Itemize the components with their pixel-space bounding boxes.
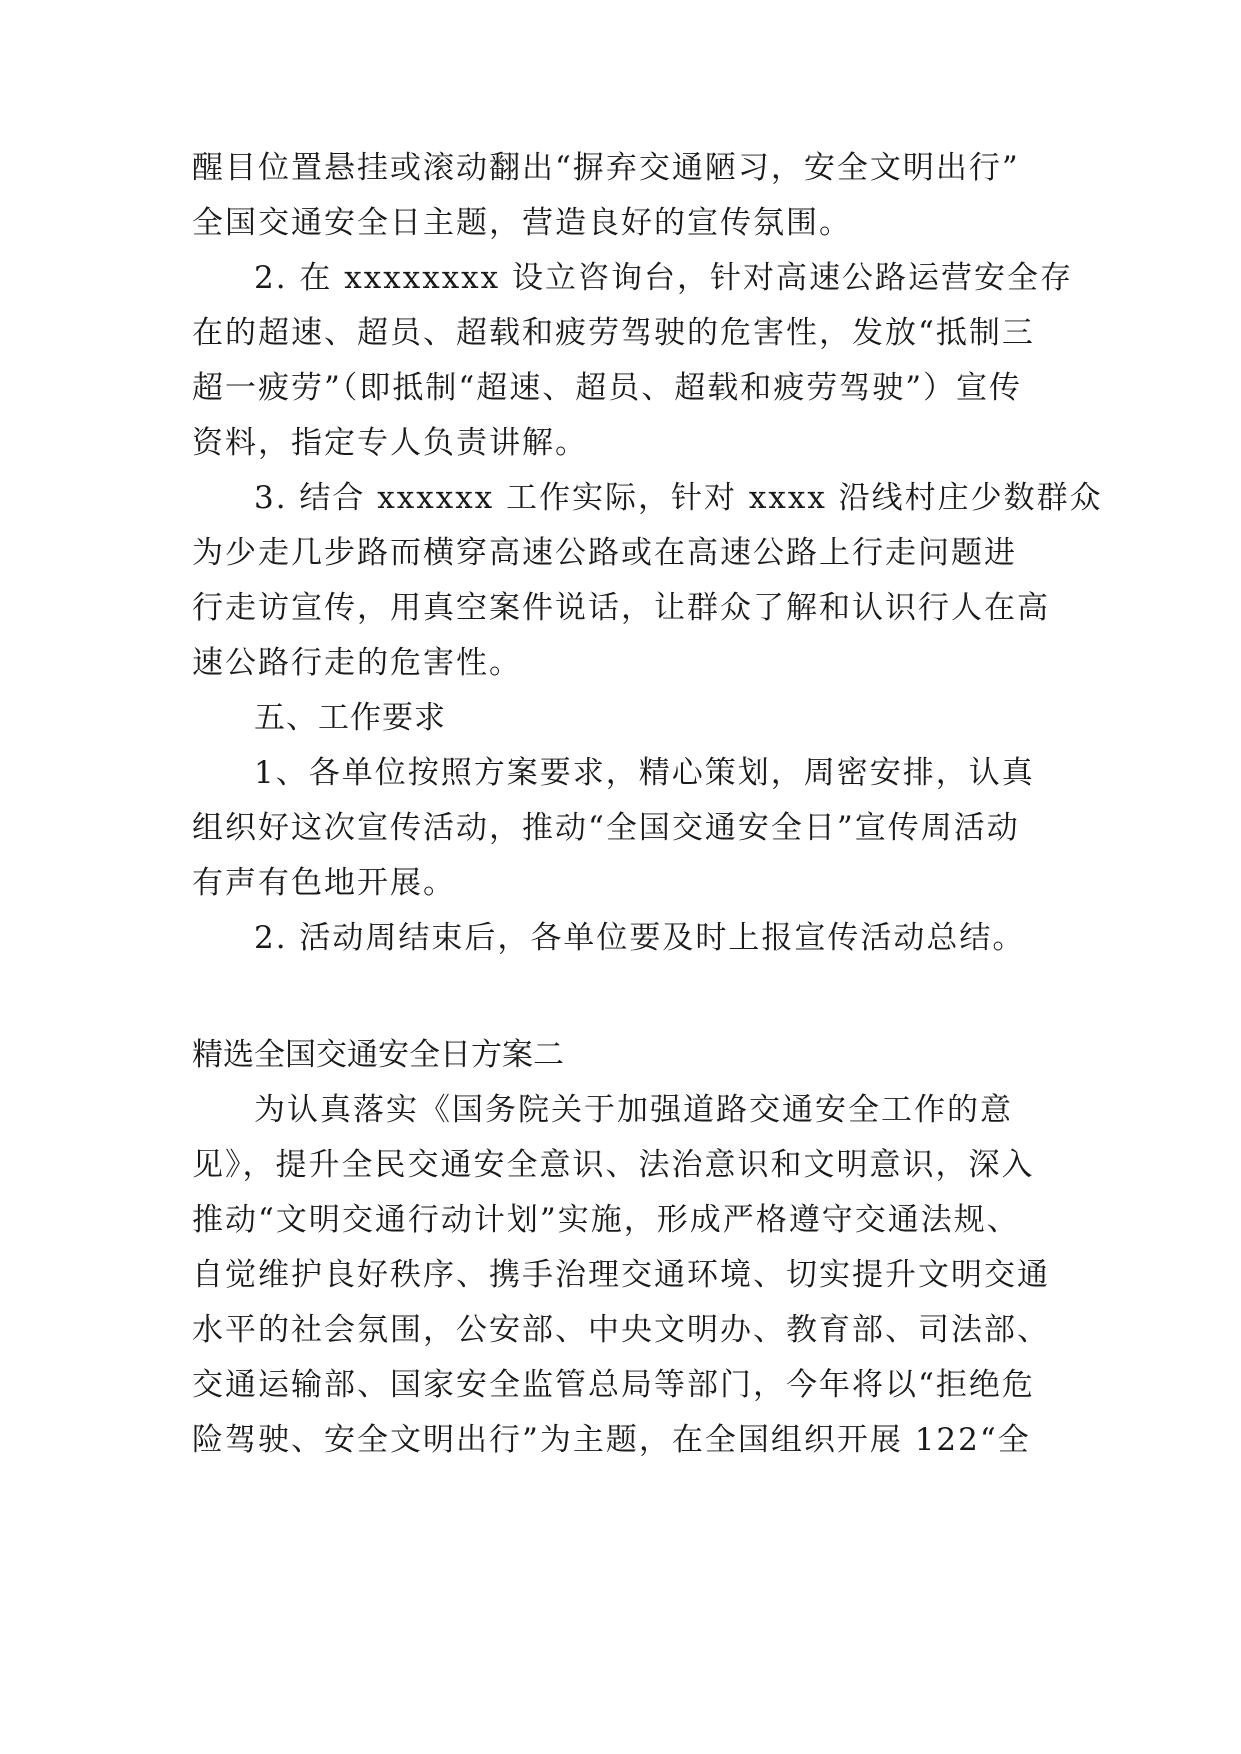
text-line: 行走访宣传，用真空案件说话，让群众了解和认识行人在高 [192, 590, 1050, 626]
text-line: 1、各单位按照方案要求，精心策划，周密安排，认真 [254, 755, 1035, 791]
text-line: 推动“文明交通行动计划”实施，形成严格遵守交通法规、 [192, 1202, 1020, 1238]
section-heading: 五、工作要求 [254, 700, 446, 736]
text-line: 2. 活动周结束后，各单位要及时上报宣传活动总结。 [254, 920, 1026, 956]
text-line: 交通运输部、国家安全监管总局等部门，今年将以“拒绝危 [192, 1367, 1035, 1403]
text-line: 自觉维护良好秩序、携手治理交通环境、切实提升文明交通 [192, 1257, 1050, 1293]
text-line: 2. 在 xxxxxxxx 设立咨询台，针对高速公路运营安全存 [254, 260, 1074, 296]
text-line: 险驾驶、安全文明出行”为主题，在全国组织开展 122“全 [192, 1422, 1031, 1458]
text-line: 资料，指定专人负责讲解。 [192, 425, 588, 461]
section-title: 精选全国交通安全日方案二 [192, 1037, 564, 1073]
text-line: 全国交通安全日主题，营造良好的宣传氛围。 [192, 205, 852, 241]
text-line: 醒目位置悬挂或滚动翻出“摒弃交通陋习，安全文明出行” [192, 150, 1020, 186]
text-line: 水平的社会氛围，公安部、中央文明办、教育部、司法部、 [192, 1312, 1050, 1348]
text-line: 为认真落实《国务院关于加强道路交通安全工作的意 [254, 1092, 1013, 1128]
text-line: 有声有色地开展。 [192, 865, 456, 901]
text-line: 在的超速、超员、超载和疲劳驾驶的危害性，发放“抵制三 [192, 315, 1035, 351]
text-line: 超一疲劳”（即抵制“超速、超员、超载和疲劳驾驶”）宣传 [192, 370, 1023, 406]
text-line: 组织好这次宣传活动，推动“全国交通安全日”宣传周活动 [192, 810, 1020, 846]
text-line: 3. 结合 xxxxxx 工作实际，针对 xxxx 沿线村庄少数群众 [254, 480, 1103, 516]
text-line: 见》，提升全民交通安全意识、法治意识和文明意识，深入 [192, 1147, 1035, 1183]
text-line: 为少走几步路而横穿高速公路或在高速公路上行走问题进 [192, 535, 1017, 571]
text-line: 速公路行走的危害性。 [192, 645, 522, 681]
